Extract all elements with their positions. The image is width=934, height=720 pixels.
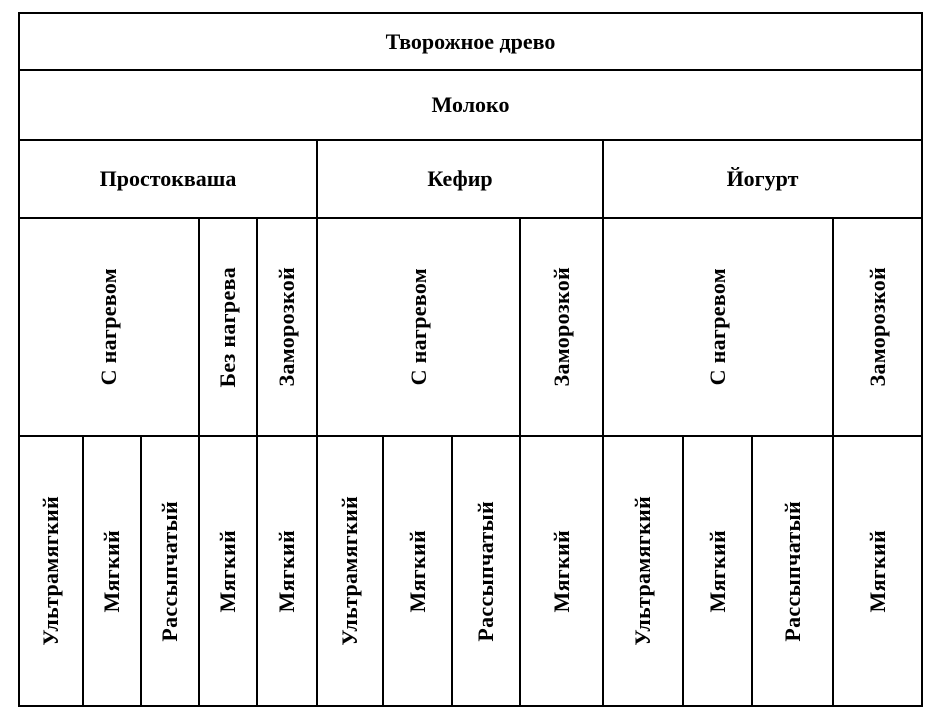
texture-cell xyxy=(199,436,257,706)
texture-label: Мягкий xyxy=(864,529,890,613)
texture-label: Рассыпчатый xyxy=(779,500,805,642)
texture-cell xyxy=(383,436,452,706)
texture-label: Мягкий xyxy=(99,529,124,613)
base-milk: Молоко xyxy=(431,92,510,117)
method-label: С нагревом xyxy=(705,268,730,386)
grid-line xyxy=(18,12,20,707)
grid-line xyxy=(921,12,923,707)
texture-label: Мягкий xyxy=(274,529,299,613)
method-label: Заморозкой xyxy=(548,267,574,387)
method-cell xyxy=(199,218,257,436)
grid-line xyxy=(519,217,521,707)
method-label: Без нагрева xyxy=(215,266,240,388)
texture-label: Ультрамягкий xyxy=(38,496,63,646)
grid-line xyxy=(82,435,84,707)
method-label: С нагревом xyxy=(96,268,121,386)
grid-line xyxy=(18,69,923,71)
grid-line xyxy=(316,139,318,707)
texture-label: Рассыпчатый xyxy=(473,500,498,642)
grid-line xyxy=(140,435,142,707)
texture-cell xyxy=(752,436,833,706)
texture-label: Ультрамягкий xyxy=(630,496,655,646)
texture-cell xyxy=(683,436,752,706)
texture-cell xyxy=(520,436,603,706)
grid-line xyxy=(18,139,923,141)
method-cell xyxy=(833,218,922,436)
method-cell xyxy=(317,218,520,436)
grid-line xyxy=(382,435,384,707)
grid-line xyxy=(832,217,834,707)
texture-cell xyxy=(833,436,922,706)
texture-cell xyxy=(19,436,83,706)
method-cell xyxy=(603,218,833,436)
grid-line xyxy=(451,435,453,707)
method-label: С нагревом xyxy=(405,268,431,386)
grid-line xyxy=(602,139,604,707)
method-label: Заморозкой xyxy=(274,267,299,387)
texture-label: Мягкий xyxy=(548,529,574,613)
texture-cell xyxy=(83,436,141,706)
texture-label: Мягкий xyxy=(215,529,240,613)
texture-cell xyxy=(257,436,317,706)
product-kefir: Кефир xyxy=(427,166,493,191)
product-prostokvasha: Простокваша xyxy=(99,166,237,191)
product-yogurt: Йогурт xyxy=(726,166,799,191)
method-cell xyxy=(257,218,317,436)
texture-label: Рассыпчатый xyxy=(157,500,182,642)
grid-line xyxy=(198,217,200,707)
texture-cell xyxy=(603,436,683,706)
texture-cell xyxy=(452,436,520,706)
grid-line xyxy=(18,12,923,14)
grid-line xyxy=(682,435,684,707)
grid-line xyxy=(18,217,923,219)
grid-line xyxy=(751,435,753,707)
method-cell xyxy=(520,218,603,436)
texture-label: Мягкий xyxy=(404,529,430,613)
texture-label: Мягкий xyxy=(704,529,730,613)
tree-title: Творожное древо xyxy=(385,28,556,54)
method-label: Заморозкой xyxy=(864,267,890,387)
grid-line xyxy=(18,435,923,437)
grid-line xyxy=(18,705,923,707)
method-cell xyxy=(19,218,199,436)
grid-line xyxy=(256,217,258,707)
texture-cell xyxy=(317,436,383,706)
texture-label: Ультрамягкий xyxy=(337,496,362,646)
texture-cell xyxy=(141,436,199,706)
